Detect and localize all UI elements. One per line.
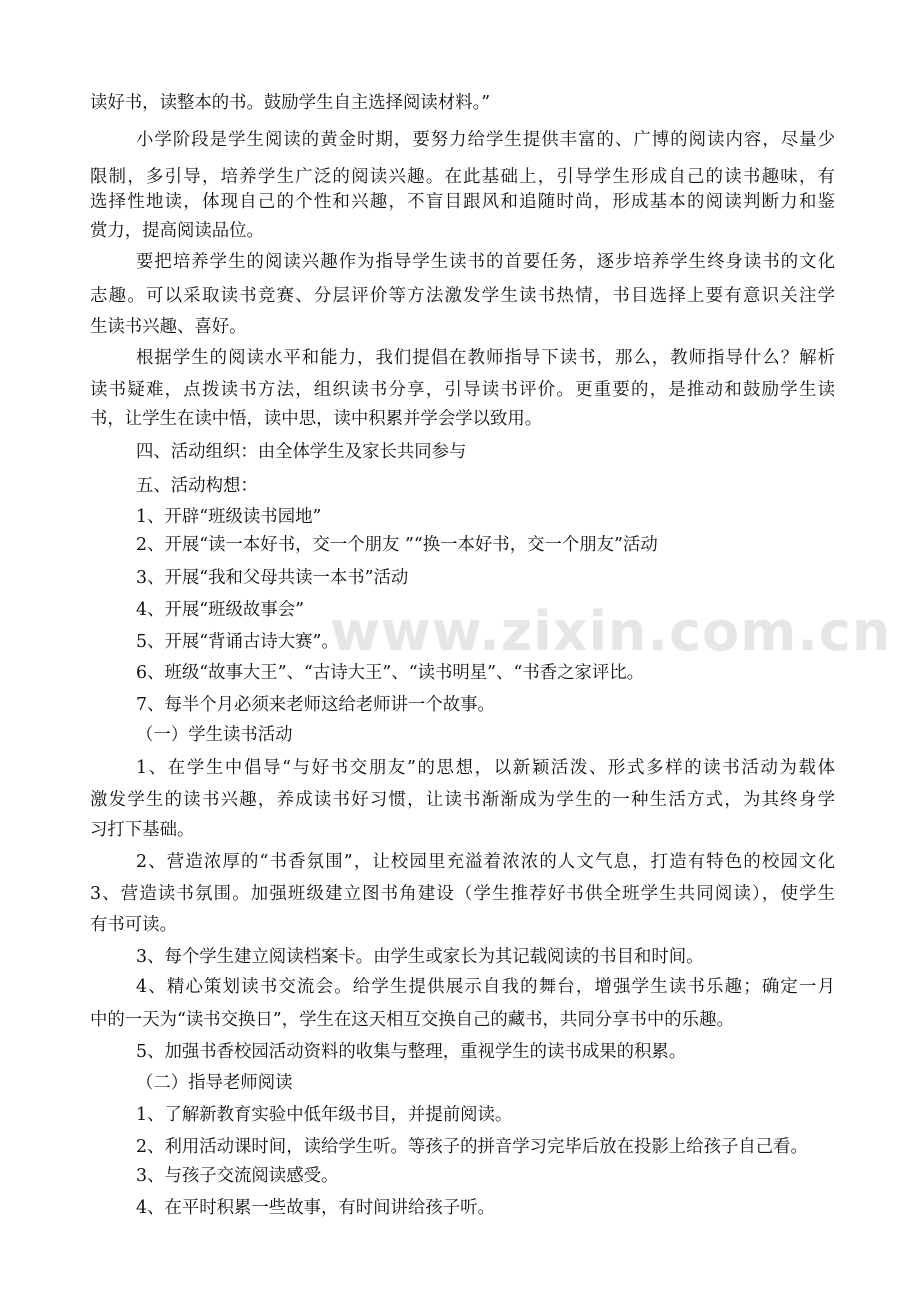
list-item: 1、开辟“班级读书园地”: [136, 507, 322, 527]
watermark: www.zixin.com.cn: [330, 600, 892, 663]
text-line: 小学阶段是学生阅读的黄金时期，要努力给学生提供丰富的、广博的阅读内容，尽量少: [136, 130, 835, 150]
list-item: 6、班级“故事大王”、“古诗大王”、“读书明星”、“书香之家评比。: [136, 663, 645, 683]
text-line: 1、在学生中倡导“与好书交朋友”的思想，以新颖活泼、形式多样的读书活动为载体: [136, 758, 835, 778]
text-line: 3、营造读书氛围。加强班级建立图书角建设（学生推荐好书供全班学生共同阅读），使学生: [90, 884, 835, 904]
list-item: 7、每半个月必须来老师这给老师讲一个故事。: [136, 695, 495, 715]
section-heading: 五、活动构想：: [136, 476, 258, 496]
text-line: 读书疑难，点拨读书方法，组织读书分享，引导读书评价。更重要的，是推动和鼓励学生读: [90, 380, 835, 400]
text-line: 5、加强书香校园活动资料的收集与整理，重视学生的读书成果的积累。: [136, 1042, 687, 1062]
text-line: 读好书，读整本的书。鼓励学生自主选择阅读材料。”: [90, 93, 491, 113]
text-line: 激发学生的读书兴趣，养成读书好习惯，让读书渐渐成为学生的一种生活方式，为其终身学: [90, 790, 835, 810]
list-item: 4、开展“班级故事会”: [136, 600, 304, 620]
text-line: 书，让学生在读中悟，读中思，读中积累并学会学以致用。: [90, 409, 543, 429]
text-line: 3、每个学生建立阅读档案卡。由学生或家长为其记载阅读的书目和时间。: [136, 947, 704, 967]
list-item: 3、开展“我和父母共读一本书”活动: [136, 568, 409, 588]
text-line: 限制，多引导，培养学生广泛的阅读兴趣。在此基础上，引导学生形成自己的读书趣味，有: [90, 167, 835, 187]
text-line: 2、营造浓厚的“书香氛围”，让校园里充溢着浓浓的人文气息，打造有特色的校园文化: [136, 852, 835, 872]
text-line: 根据学生的阅读水平和能力，我们提倡在教师指导下读书，那么，教师指导什么？解析: [136, 348, 835, 368]
text-line: 生读书兴趣、喜好。: [90, 317, 247, 337]
text-line: 选择性地读，体现自己的个性和兴趣，不盲目跟风和追随时尚，形成基本的阅读判断力和鉴: [90, 192, 835, 212]
list-item: 2、利用活动课时间，读给学生听。等孩子的拼音学习完毕后放在投影上给孩子自己看。: [136, 1137, 808, 1157]
list-item: 3、与孩子交流阅读感受。: [136, 1166, 339, 1186]
text-line: 习打下基础。: [90, 820, 195, 840]
list-item: 5、开展“背诵古诗大赛”。: [136, 632, 339, 652]
text-line: 4、精心策划读书交流会。给学生提供展示自我的舞台，增强学生读书乐趣；确定一月: [136, 977, 835, 997]
section-heading: 四、活动组织：由全体学生及家长共同参与: [136, 442, 467, 462]
list-item: 1、了解新教育实验中低年级书目，并提前阅读。: [136, 1105, 513, 1125]
subsection-heading: （一）学生读书活动: [136, 725, 293, 745]
text-line: 赏力，提高阅读品位。: [90, 221, 264, 241]
text-line: 要把培养学生的阅读兴趣作为指导学生读书的首要任务，逐步培养学生终身读书的文化: [136, 252, 835, 272]
subsection-heading: （二）指导老师阅读: [136, 1073, 293, 1093]
text-line: 中的一天为“读书交换日”，学生在这天相互交换自己的藏书，共同分享书中的乐趣。: [90, 1010, 734, 1030]
text-line: 志趣。可以采取读书竞赛、分层评价等方法激发学生读书热情，书目选择上要有意识关注学: [90, 286, 835, 306]
text-line: 有书可读。: [90, 915, 177, 935]
list-item: 2、开展“读一本好书，交一个朋友 ”“换一本好书，交一个朋友”活动: [136, 535, 658, 555]
list-item: 4、在平时积累一些故事，有时间讲给孩子听。: [136, 1198, 495, 1218]
